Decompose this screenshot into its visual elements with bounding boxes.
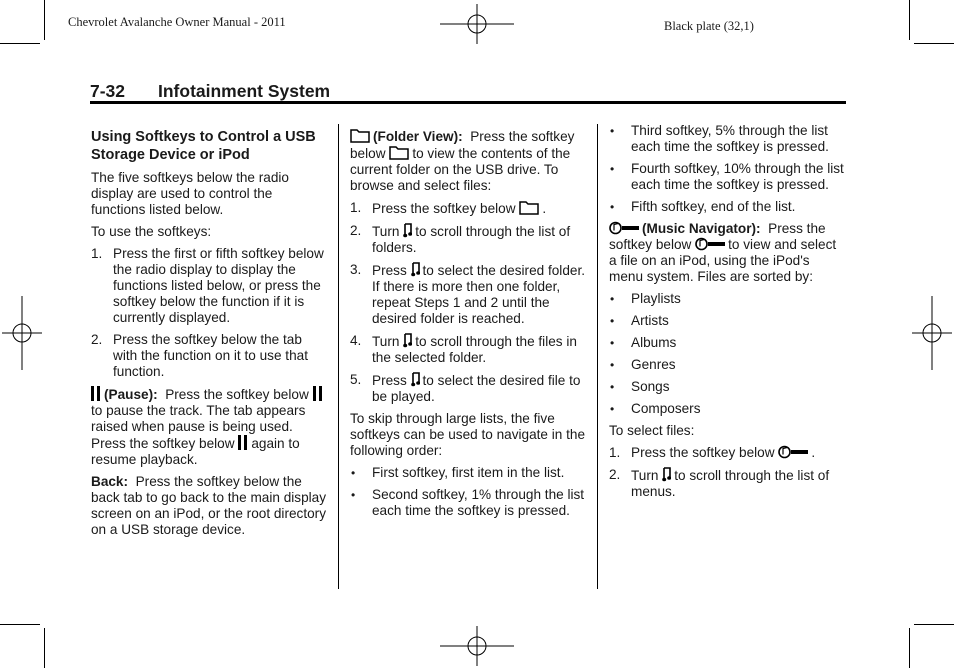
manual-title: Chevrolet Avalanche Owner Manual - 2011 — [68, 15, 286, 29]
crop-mark — [44, 0, 45, 40]
list-item: 5. Press to select the desired file to be played. — [350, 372, 581, 404]
list-item: • First softkey, first item in the list. — [351, 465, 565, 480]
folder-view-paragraph: (Folder View): Press the softkey below to view the contents of the current folder on the USB drive. To browse and select files: — [350, 129, 575, 193]
list-item: • Artists — [610, 313, 669, 328]
select-files-steps — [609, 445, 845, 500]
plate-label: Black plate (32,1) — [664, 19, 754, 33]
crop-mark — [44, 628, 45, 668]
crop-mark — [914, 624, 954, 625]
pause-icon — [238, 435, 248, 450]
column-3 — [609, 123, 845, 506]
header-rule — [90, 101, 846, 104]
list-item: • Composers — [610, 401, 701, 416]
column-divider — [597, 124, 598, 589]
list-item: 1. Press the softkey below . — [350, 200, 547, 216]
pause-icon — [313, 386, 323, 401]
list-item: 1. Press the first or fifth softkey below the radio display to display the functions listed below, or press the softkey below the function if it is currently displayed. — [91, 246, 324, 325]
pause-paragraph: (Pause): Press the softkey below to pause the track. The tab appears raised when pause is being used. Press the softkey below again to resume playback. — [91, 386, 327, 468]
column-2 — [350, 128, 586, 525]
folder-icon — [519, 200, 539, 215]
crop-mark — [0, 43, 40, 44]
sort-by-list — [609, 291, 845, 417]
softkey-steps — [91, 246, 327, 380]
tune-knob-icon — [403, 333, 412, 348]
tune-knob-icon — [662, 467, 671, 482]
music-navigator-icon — [695, 237, 725, 251]
music-navigator-paragraph: (Music Navigator): Press the softkey below to view and select a file on an iPod, using the iPod's menu system. Files are sorted by: — [609, 221, 837, 284]
page-number: 7-32 — [90, 81, 126, 101]
registration-mark-bottom — [440, 626, 514, 666]
subsection-heading: Using Softkeys to Control a USB Storage Device or iPod — [91, 129, 316, 163]
to-use-paragraph: To use the softkeys: — [91, 224, 212, 239]
list-item: 4. Turn to scroll through the files in the selected folder. — [350, 333, 577, 365]
list-item: • Albums — [610, 335, 677, 350]
tune-knob-icon — [403, 223, 412, 238]
folder-icon — [389, 145, 409, 160]
tune-knob-icon — [411, 372, 420, 387]
softkey-order-list-continued — [609, 123, 845, 215]
list-item: • Playlists — [610, 291, 681, 306]
to-select-paragraph: To select files: — [609, 423, 695, 438]
list-item: • Fifth softkey, end of the list. — [610, 199, 796, 214]
registration-mark-right — [912, 296, 952, 370]
list-item: 3. Press to select the desired folder. If there is more then one folder, repeat Steps 1 and 2 until the desired folder is reached. — [350, 262, 585, 326]
music-navigator-icon — [778, 445, 808, 459]
crop-mark — [909, 628, 910, 668]
crop-mark — [914, 43, 954, 44]
list-item: 2. Press the softkey below the tab with the function on it to use that function. — [91, 332, 308, 379]
column-divider — [338, 124, 339, 589]
list-item: 2. Turn to scroll through the list of menus. — [609, 467, 830, 499]
skip-paragraph: To skip through large lists, the five softkeys can be used to navigate in the following order: — [350, 411, 586, 458]
registration-mark-top — [440, 4, 514, 44]
folder-icon — [350, 128, 370, 143]
registration-mark-left — [2, 296, 42, 370]
music-navigator-icon — [609, 221, 639, 235]
list-item: • Second softkey, 1% through the list each time the softkey is pressed. — [351, 487, 585, 518]
back-paragraph: Back: Press the softkey below the back tab to go back to the main display screen on an iPod, or the root directory on a USB storage device. — [91, 474, 327, 537]
pause-icon — [91, 386, 101, 401]
section-title: Infotainment System — [158, 81, 331, 101]
list-item: 2. Turn to scroll through the list of folders. — [350, 223, 571, 255]
crop-mark — [909, 0, 910, 40]
list-item: • Genres — [610, 357, 676, 372]
folder-steps — [350, 200, 586, 405]
softkey-order-list — [350, 465, 586, 519]
tune-knob-icon — [411, 262, 420, 277]
list-item: • Fourth softkey, 10% through the list each time the softkey is pressed. — [610, 161, 844, 192]
list-item: 1. Press the softkey below . — [609, 445, 816, 460]
list-item: • Third softkey, 5% through the list each time the softkey is pressed. — [610, 123, 829, 154]
crop-mark — [0, 624, 40, 625]
intro-paragraph: The five softkeys below the radio display are used to control the functions listed below. — [91, 170, 289, 217]
column-1 — [91, 128, 327, 544]
list-item: • Songs — [610, 379, 670, 394]
